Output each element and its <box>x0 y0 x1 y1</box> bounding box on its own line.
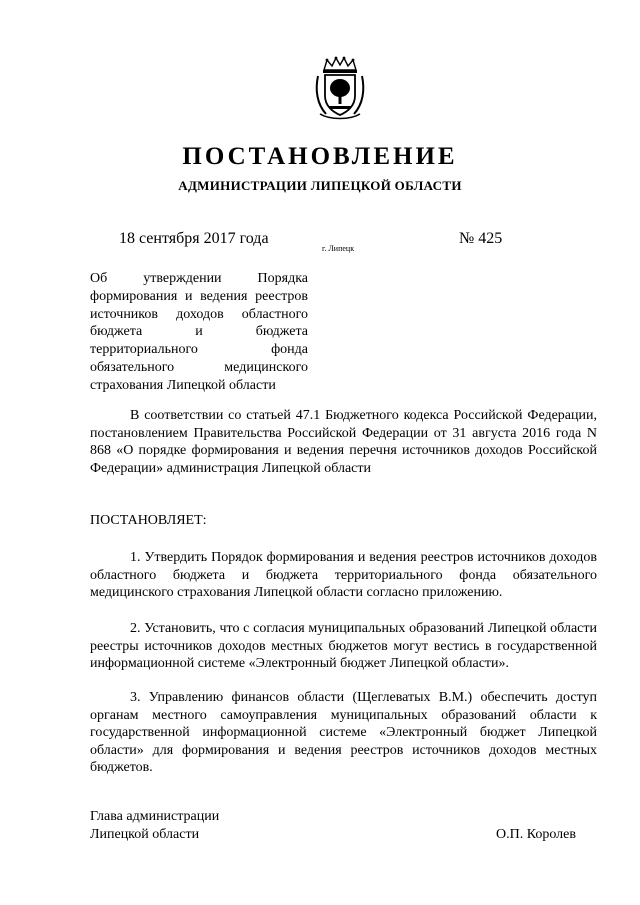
document-subject: Об утверждении Порядка формирования и ведения реестров источников доходов областного бюджета и бюджета территориального фонда обязательного медицинского страхования Липецкой области <box>90 271 308 393</box>
intro-text: В соответствии со статьей 47.1 Бюджетного кодекса Российской Федерации, постановлением Правительства Российской Федерации от 31 августа 2016 года N 868 «О порядке формирования и ведения перечня источников доходов Российской Федерации» администрация Липецкой области <box>90 408 597 476</box>
document-title: ПОСТАНОВЛЕНИЕ <box>182 143 458 170</box>
clause-3-text: 3. Управлению финансов области (Щеглеватых В.М.) обеспечить доступ органам местного самоуправления муниципальных образований области к государственной информационной системе «Электронный бюджет Липецкой области» для формирования и ведения реестров источников доходов местных бюджетов. <box>90 690 597 776</box>
signatory-position-line1: Глава администрации <box>90 809 220 824</box>
resolve-heading: ПОСТАНОВЛЯЕТ: <box>90 513 207 528</box>
signatory-name: О.П. Королев <box>496 827 576 842</box>
document-subtitle: АДМИНИСТРАЦИИ ЛИПЕЦКОЙ ОБЛАСТИ <box>178 178 462 193</box>
clause-2 <box>90 620 597 673</box>
clause-2-text: 2. Установить, что с согласия муниципальных образований Липецкой области реестры источников доходов местных бюджетов могут вестись в государственной информационной системе «Электронный бюджет Липецкой области». <box>90 621 597 672</box>
intro-paragraph <box>90 407 597 477</box>
document-number: № 425 <box>459 230 503 247</box>
signatory-position-line2: Липецкой области <box>90 827 200 842</box>
signatory-position <box>90 808 219 844</box>
clause-1 <box>90 549 597 602</box>
clause-3 <box>90 689 597 777</box>
document-date: 18 сентября 2017 года <box>119 230 269 247</box>
document-city: г. Липецк <box>322 244 355 253</box>
coat-of-arms-icon <box>314 56 366 120</box>
clause-1-text: 1. Утвердить Порядок формирования и ведения реестров источников доходов областного бюджета и бюджета территориального фонда обязательного медицинского страхования Липецкой области согласно приложению. <box>90 550 597 601</box>
